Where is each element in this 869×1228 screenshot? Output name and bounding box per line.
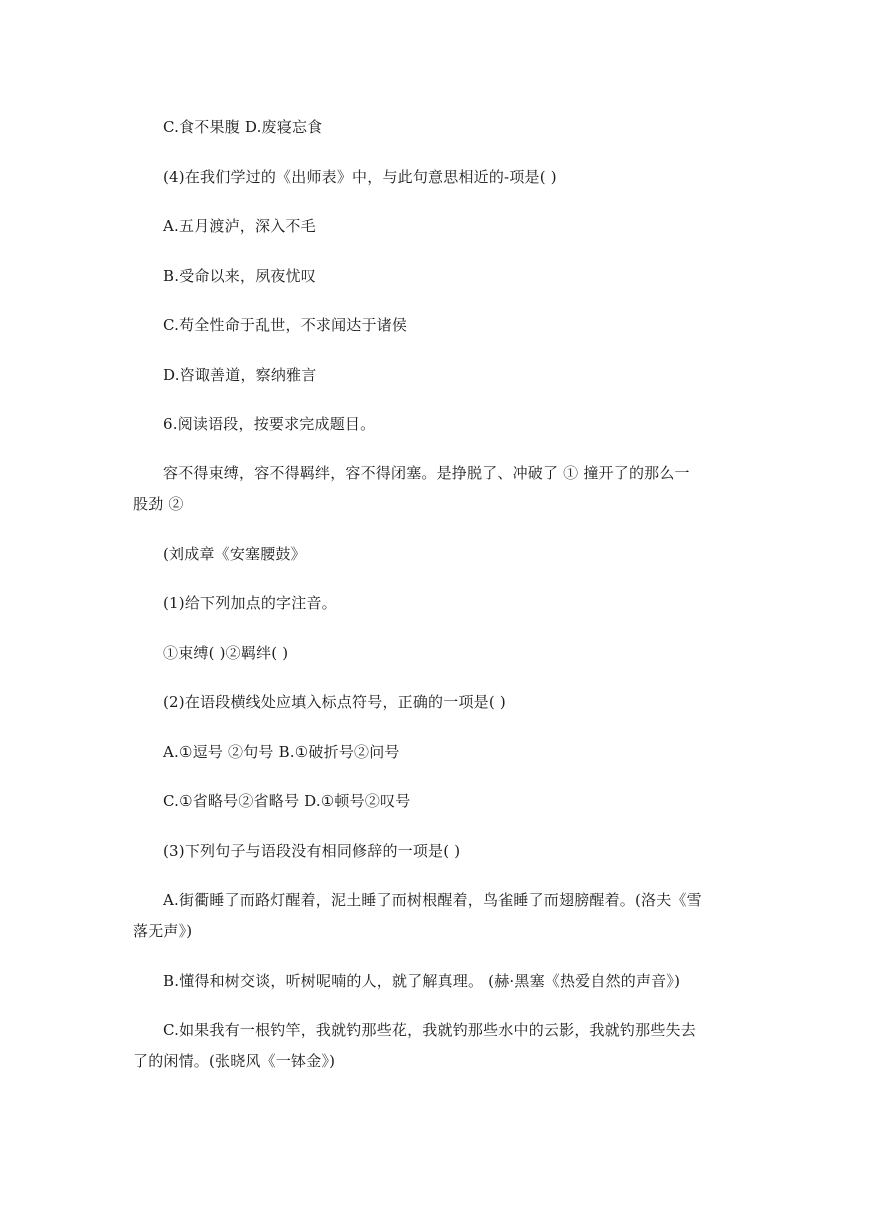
subquestion-2: (2)在语段横线处应填入标点符号，正确的一项是( ) [163,693,506,711]
subquestion-2-options-cd: C.①省略号②省略号 D.①顿号②叹号 [163,792,411,810]
subquestion-3-option-a-line-1: A.街衢睡了而路灯醒着，泥土睡了而树根醒着，鸟雀睡了而翅膀醒着。(洛夫《雪 [163,891,702,909]
option-d: D.咨诹善道，察纳雅言 [163,366,317,384]
option-line-c-d: C.食不果腹 D.废寝忘食 [163,118,323,136]
subquestion-3-option-a-line-2: 落无声》) [133,922,193,940]
subquestion-3: (3)下列句子与语段没有相同修辞的一项是( ) [163,842,461,860]
option-c: C.苟全性命于乱世，不求闻达于诸侯 [163,316,408,334]
subquestion-3-option-b: B.懂得和树交谈，听树呢喃的人，就了解真理。 (赫·黑塞《热爱自然的声音》) [163,972,681,990]
passage-line-1: 容不得束缚，容不得羁绊，容不得闭塞。是挣脱了、冲破了 ① 撞开了的那么一 [163,464,690,482]
subquestion-3-option-c-line-2: 了的闲情。(张晓风《一钵金》) [133,1052,336,1070]
subquestion-1: (1)给下列加点的字注音。 [163,594,337,612]
subquestion-1-blanks: ①束缚( )②羁绊( ) [163,644,289,662]
subquestion-3-option-c-line-1: C.如果我有一根钓竿，我就钓那些花，我就钓那些水中的云影，我就钓那些失去 [163,1021,696,1039]
subquestion-2-options-ab: A.①逗号 ②句号 B.①破折号②问号 [163,743,400,761]
option-b: B.受命以来，夙夜忧叹 [163,267,316,285]
passage-source: (刘成章《安塞腰鼓》 [163,545,306,563]
question-6-heading: 6.阅读语段，按要求完成题目。 [163,415,376,433]
passage-line-2: 股劲 ② [133,495,184,513]
question-4: (4)在我们学过的《出师表》中，与此句意思相近的-项是( ) [163,168,557,186]
option-a: A.五月渡泸，深入不毛 [163,217,316,235]
